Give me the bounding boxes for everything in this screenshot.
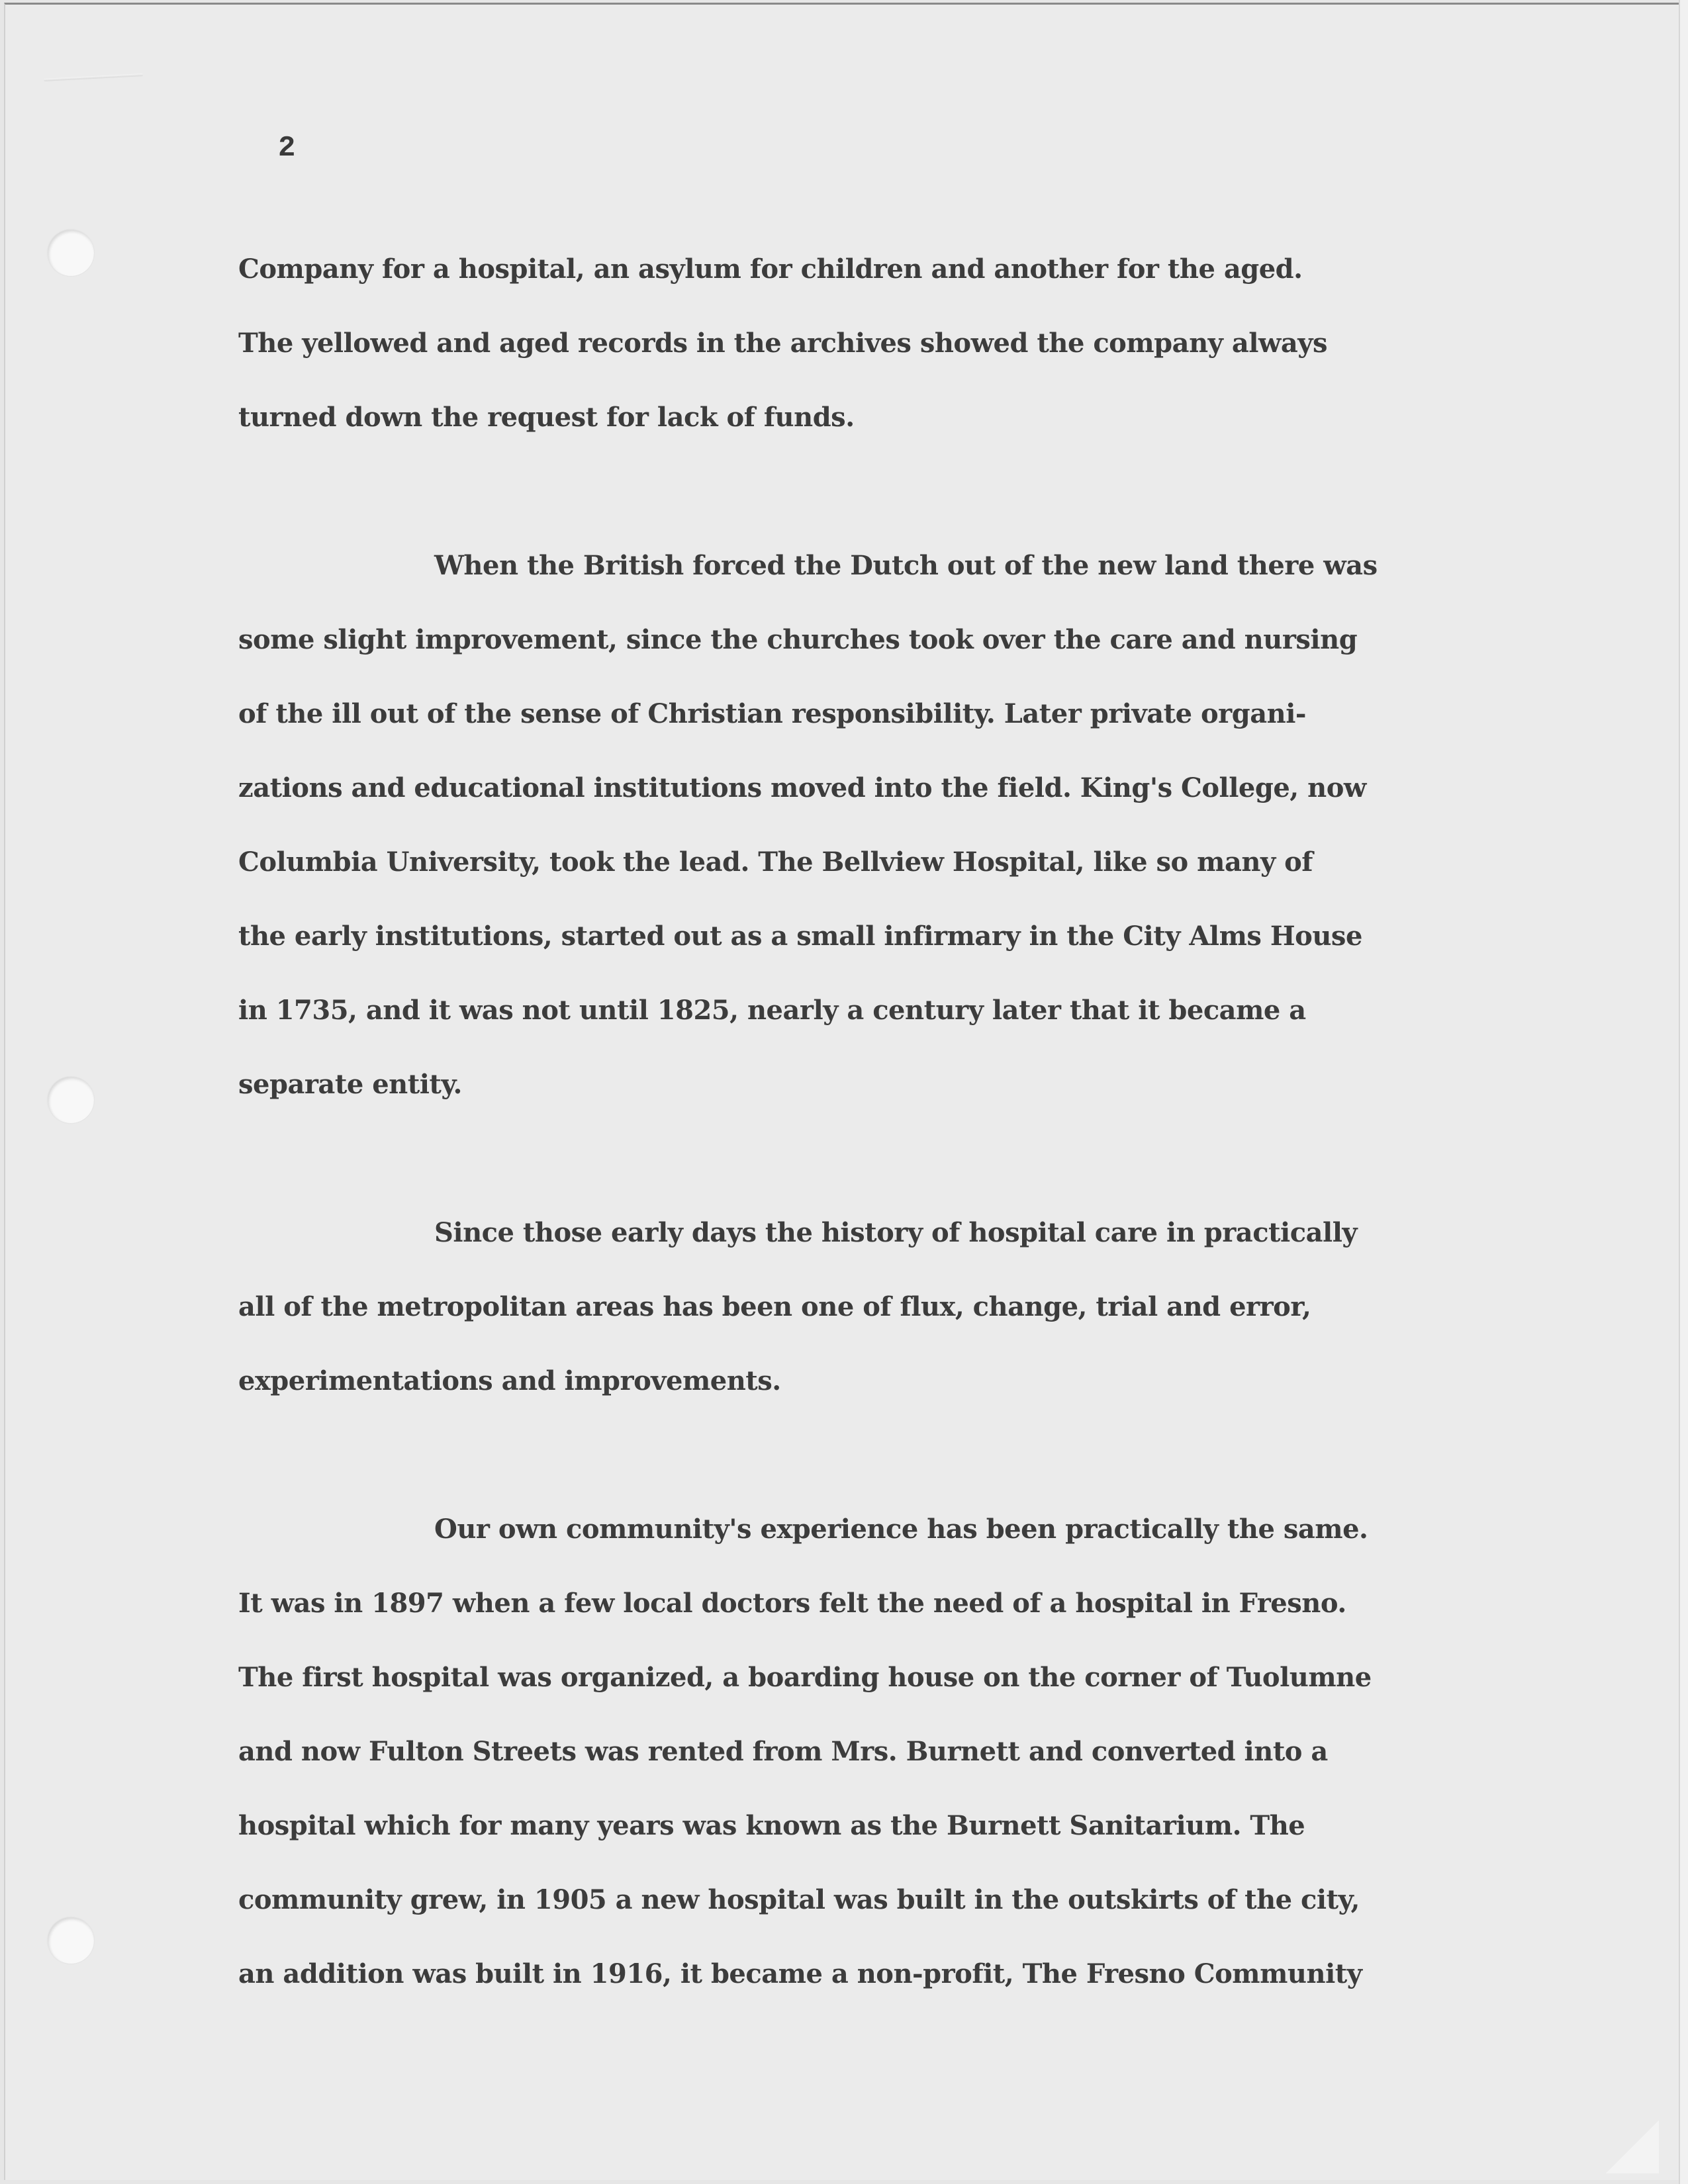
text-line: and now Fulton Streets was rented from Mrs. Burnett and converted into a [238,1736,1328,1767]
text-line: Since those early days the history of hospital care in practically [434,1217,1358,1248]
page-number: 2 [278,132,296,165]
text-line: of the ill out of the sense of Christian responsibility. Later private organi- [238,698,1306,729]
text-line: turned down the request for lack of funds. [238,402,855,433]
paragraph-gap [238,472,1549,546]
text-line: The yellowed and aged records in the archives showed the company always [238,328,1328,359]
paper-crease [44,73,143,81]
text-line: Our own community's experience has been practically the same. [434,1514,1368,1545]
paragraph [238,1213,1549,1435]
text-line: experimentations and improvements. [238,1365,781,1396]
text-line: Columbia University, took the lead. The Bellview Hospital, like so many of [238,846,1313,878]
paragraph-gap [238,1139,1549,1213]
text-line: some slight improvement, since the churches took over the care and nursing [238,624,1358,655]
text-line: It was in 1897 when a few local doctors felt the need of a hospital in Fresno. [238,1588,1346,1619]
paragraph [238,250,1549,472]
paragraph [238,1510,1549,2028]
text-line: community grew, in 1905 a new hospital was built in the outskirts of the city, [238,1884,1360,1915]
corner-fold [1606,2120,1659,2173]
text-line: all of the metropolitan areas has been one of flux, change, trial and error, [238,1291,1311,1322]
paragraph-gap [238,1435,1549,1510]
paragraph [238,546,1549,1139]
page-edge [1679,0,1688,2184]
text-line: separate entity. [238,1069,462,1100]
text-line: Company for a hospital, an asylum for children and another for the aged. [238,253,1303,285]
text-line: in 1735, and it was not until 1825, nearly a century later that it became a [238,995,1306,1026]
punch-hole-middle [48,1077,94,1123]
text-line: an addition was built in 1916, it became a non-profit, The Fresno Community [238,1958,1362,1989]
text-line: The first hospital was organized, a boarding house on the corner of Tuolumne [238,1662,1372,1693]
punch-hole-top [48,230,94,276]
document-page [4,3,1679,2180]
text-line: hospital which for many years was known as the Burnett Sanitarium. The [238,1810,1305,1841]
text-line: When the British forced the Dutch out of the new land there was [434,550,1378,581]
body-text [238,250,1549,2028]
punch-hole-bottom [48,1917,94,1964]
text-line: zations and educational institutions moved into the field. King's College, now [238,772,1366,803]
text-line: the early institutions, started out as a small infirmary in the City Alms House [238,921,1362,952]
